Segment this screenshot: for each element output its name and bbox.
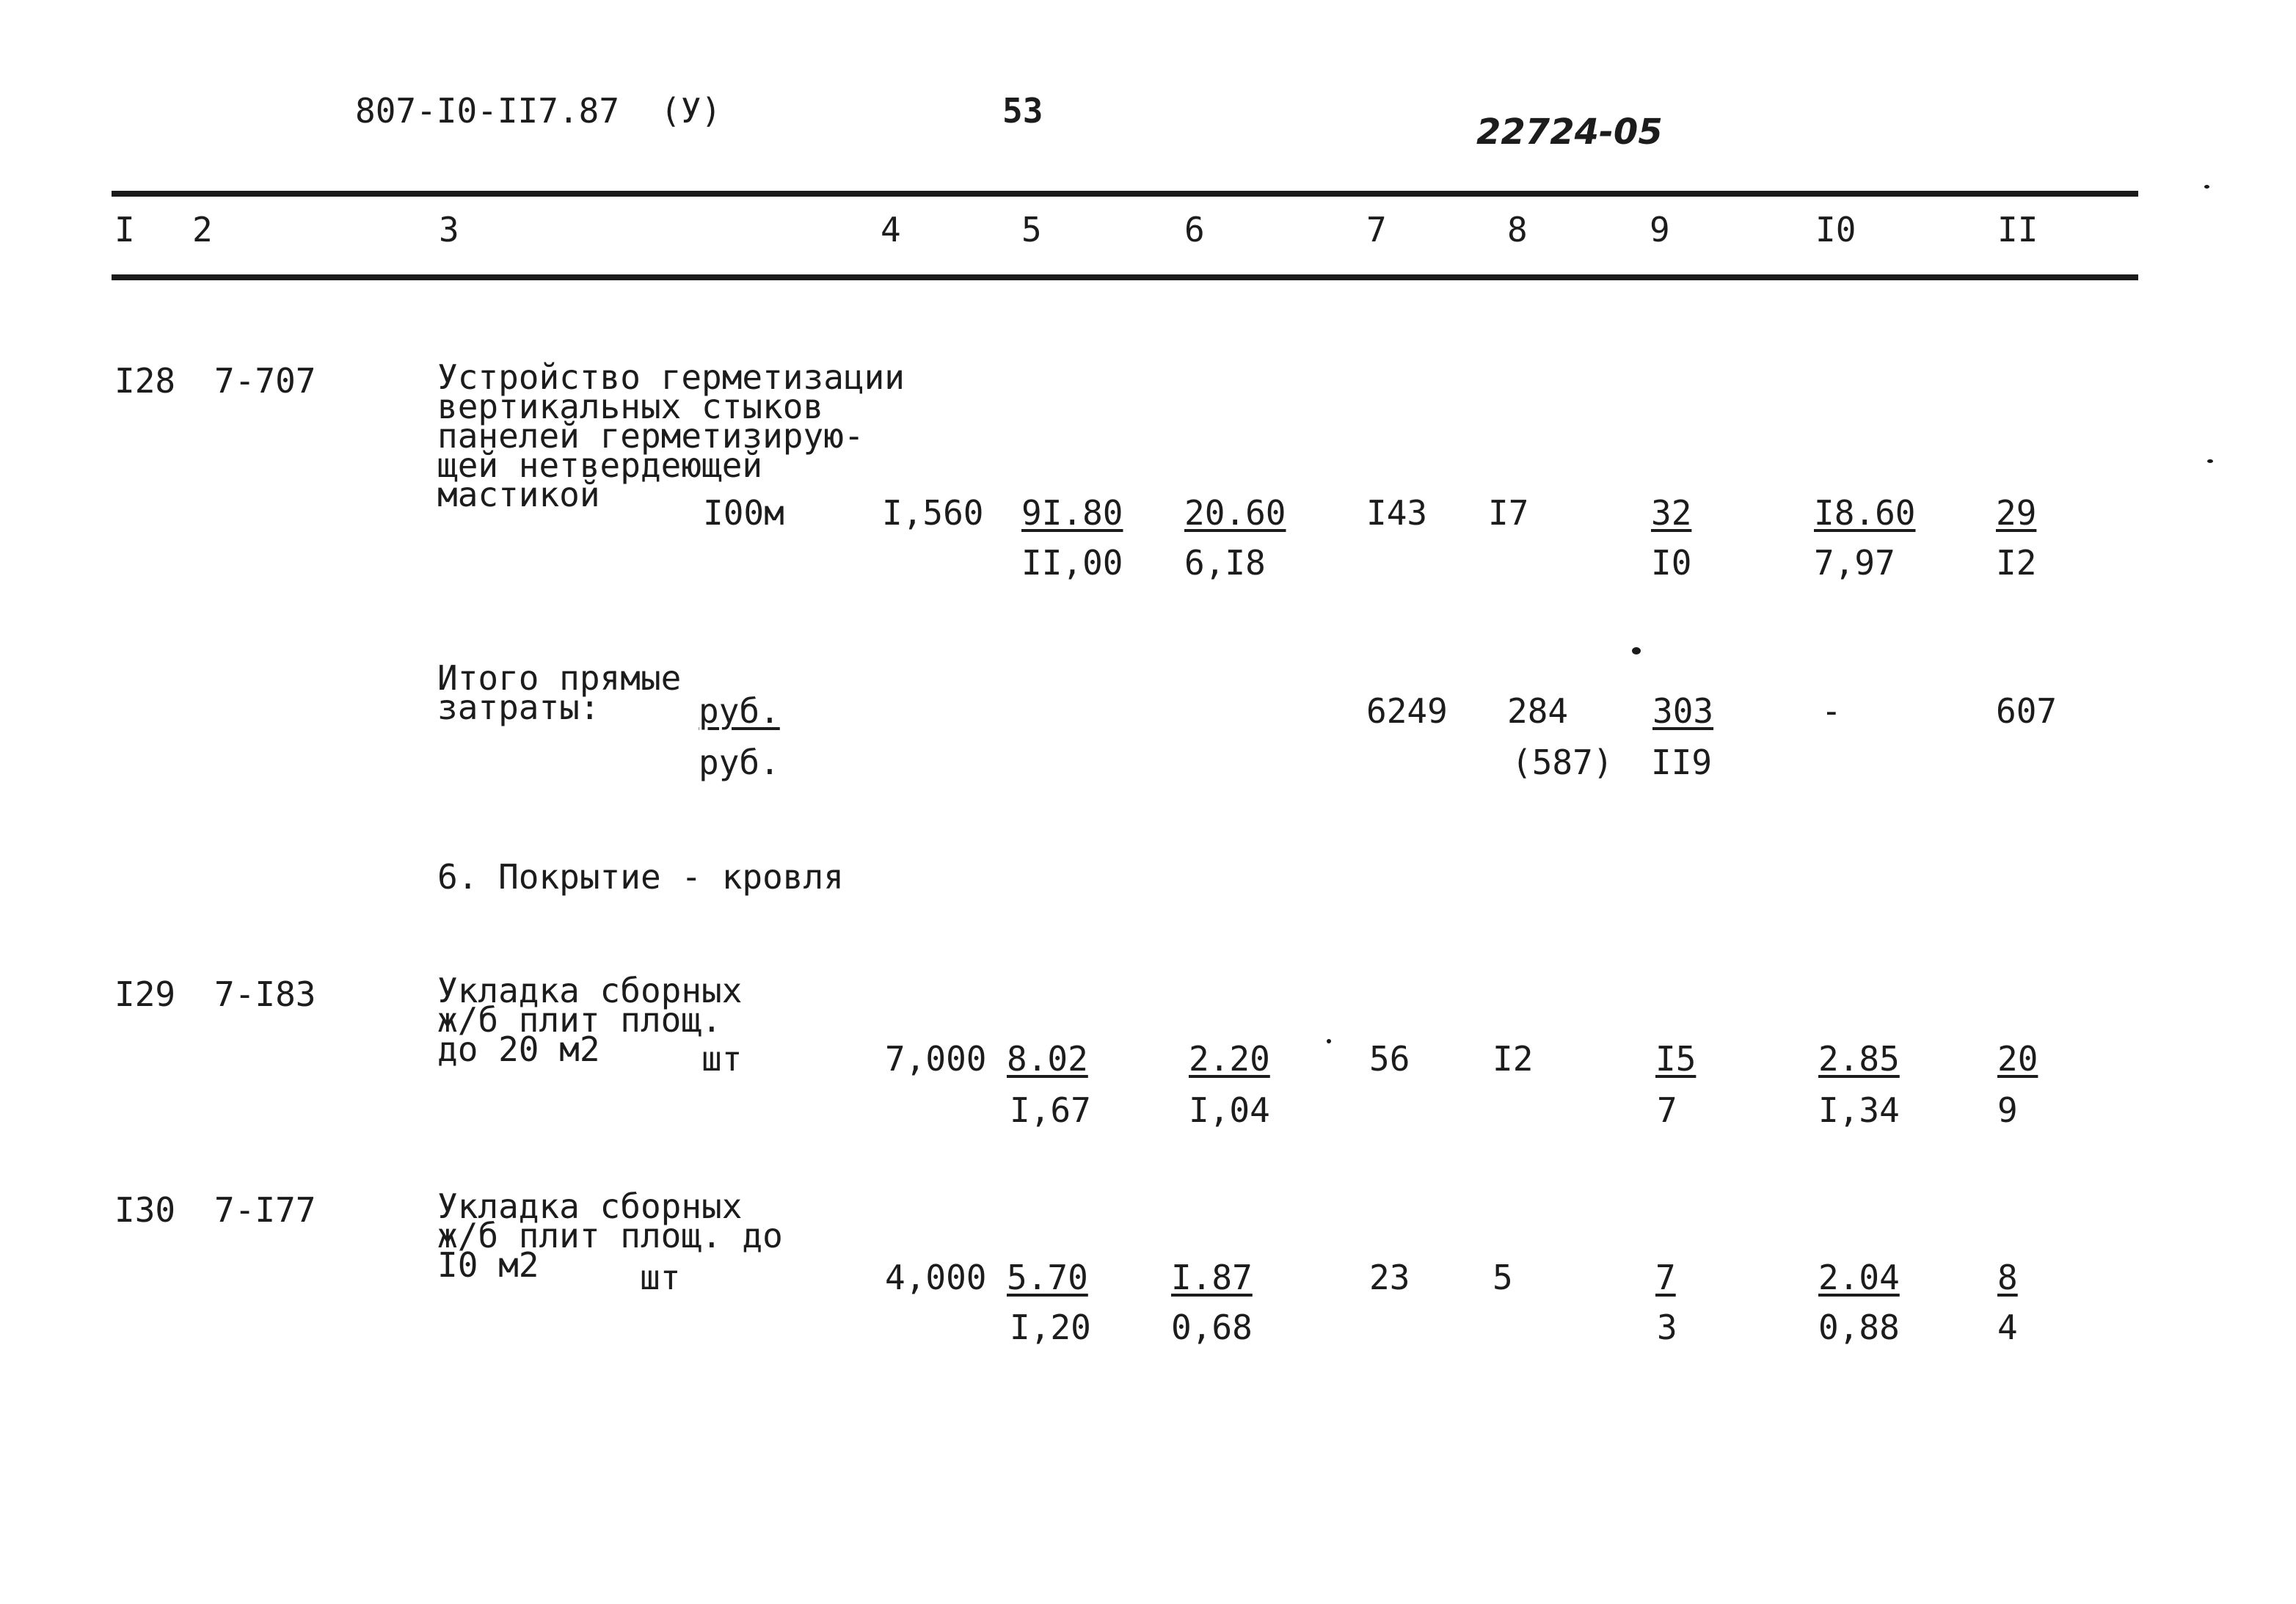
col10-value: 2.04 [1818, 1258, 1900, 1297]
total-label: Итого прямые затраты: [437, 658, 682, 727]
col7-value: 56 [1369, 1039, 1410, 1079]
total-col7: 6249 [1366, 691, 1448, 731]
norm-code: 7-707 [214, 361, 316, 401]
total-col9: 303 [1652, 691, 1714, 731]
section-heading: 6. Покрытие - кровля [437, 857, 844, 897]
col11-value: 29 [1996, 493, 2037, 533]
col10-value: I8.60 [1814, 493, 1916, 533]
column-header: I [114, 210, 135, 249]
col11-sub-value: I2 [1996, 543, 2037, 583]
column-header: 3 [439, 210, 459, 249]
top-rule [112, 191, 2138, 197]
work-description: Устройство герметизации вертикальных стыков панелей герметизирую- щей нетвердеющей мастикой [437, 357, 905, 514]
col5-sub-value: I,20 [1010, 1308, 1091, 1347]
col7-value: I43 [1366, 493, 1428, 533]
column-header: 4 [881, 210, 901, 249]
col11-value: 8 [1997, 1258, 2018, 1297]
total-col9-sub: II9 [1651, 743, 1713, 782]
col9-value: 7 [1655, 1258, 1676, 1297]
column-header: 5 [1021, 210, 1042, 249]
col6-value: I.87 [1171, 1258, 1253, 1297]
col5-value: 9I.80 [1021, 493, 1123, 533]
col6-sub-value: 6,I8 [1184, 543, 1266, 583]
column-header: 6 [1184, 210, 1205, 249]
total-col11: 607 [1996, 691, 2058, 731]
row-number: I28 [114, 361, 176, 401]
column-header: I0 [1815, 210, 1856, 249]
scan-speck [1632, 647, 1641, 655]
col11-sub-value: 9 [1997, 1090, 2018, 1130]
column-header: II [1997, 210, 2038, 249]
scan-speck [1327, 1039, 1331, 1043]
work-description: Укладка сборных ж/б плит площ. до 20 м2 [437, 971, 743, 1069]
total-unit-sub: руб. [699, 743, 780, 782]
unit: шт [701, 1039, 743, 1079]
scan-speck [2204, 185, 2209, 189]
col9-value: I5 [1655, 1039, 1697, 1079]
column-header: 7 [1366, 210, 1387, 249]
document-code: 807-I0-II7.87 [355, 91, 620, 131]
col9-sub-value: I0 [1651, 543, 1692, 583]
col10-sub-value: 7,97 [1814, 543, 1895, 583]
col11-value: 20 [1997, 1039, 2038, 1079]
col6-value: 20.60 [1184, 493, 1286, 533]
col5-sub-value: II,00 [1021, 543, 1123, 583]
total-unit: руб. [699, 691, 780, 731]
norm-code: 7-I77 [214, 1190, 316, 1230]
col5-sub-value: I,67 [1010, 1090, 1091, 1130]
col6-value: 2.20 [1189, 1039, 1270, 1079]
unit: шт [640, 1258, 681, 1297]
col8-value: I2 [1493, 1039, 1534, 1079]
handwritten-number: 22724-05 [1476, 112, 1663, 153]
column-header: 9 [1650, 210, 1670, 249]
row-number: I29 [114, 974, 176, 1014]
total-col8: 284 [1507, 691, 1569, 731]
col10-value: 2.85 [1818, 1039, 1900, 1079]
col6-sub-value: 0,68 [1171, 1308, 1253, 1347]
col9-value: 32 [1651, 493, 1692, 533]
document-suffix: (У) [660, 91, 722, 131]
col9-sub-value: 7 [1657, 1090, 1677, 1130]
col11-sub-value: 4 [1997, 1308, 2018, 1347]
col10-sub-value: I,34 [1818, 1090, 1900, 1130]
page-number: 53 [1002, 91, 1043, 131]
norm-code: 7-I83 [214, 974, 316, 1014]
header-bottom-rule [112, 274, 2138, 280]
col8-value: I7 [1488, 493, 1529, 533]
col7-value: 23 [1369, 1258, 1410, 1297]
total-col10: - [1821, 691, 1842, 731]
scan-speck [2207, 459, 2213, 463]
column-header: 2 [192, 210, 213, 249]
work-description: Укладка сборных ж/б плит площ. до I0 м2 [437, 1186, 783, 1285]
quantity: 7,000 [885, 1039, 987, 1079]
col9-sub-value: 3 [1657, 1308, 1677, 1347]
col8-value: 5 [1493, 1258, 1513, 1297]
col10-sub-value: 0,88 [1818, 1308, 1900, 1347]
total-col8-sub: (587) [1512, 743, 1614, 782]
quantity: 4,000 [885, 1258, 987, 1297]
column-header: 8 [1507, 210, 1528, 249]
col5-value: 5.70 [1007, 1258, 1088, 1297]
quantity: I,560 [882, 493, 984, 533]
col6-sub-value: I,04 [1189, 1090, 1270, 1130]
col5-value: 8.02 [1007, 1039, 1088, 1079]
row-number: I30 [114, 1190, 176, 1230]
unit: I00м [703, 493, 784, 533]
